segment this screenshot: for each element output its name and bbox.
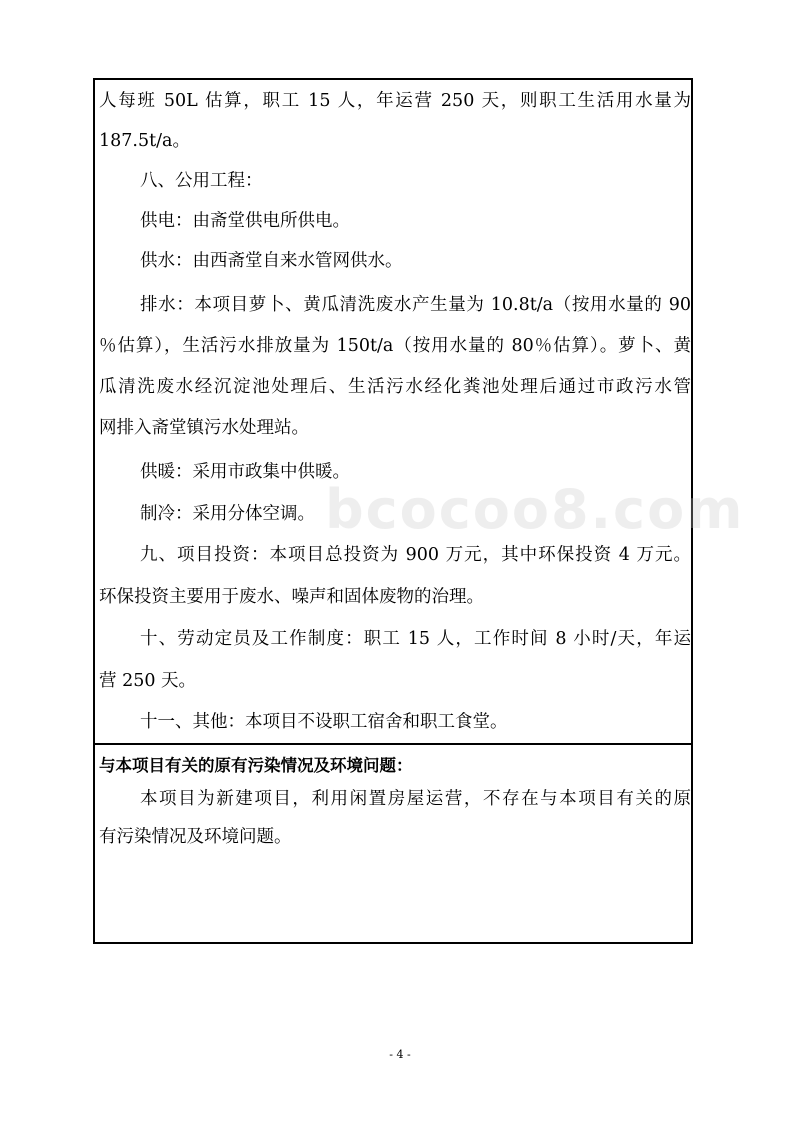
text-line: 供电：由斋堂供电所供电。	[140, 211, 350, 231]
page-number: - 4 -	[389, 1048, 411, 1061]
text-line: 供水：由西斋堂自来水管网供水。	[140, 251, 403, 271]
text-line: 制冷：采用分体空调。	[140, 504, 315, 524]
project-description-section	[95, 80, 691, 745]
text-line: 187.5t/a。	[99, 131, 190, 151]
text-line: 本项目为新建项目，利用闲置房屋运营，不存在与本项目有关的原	[140, 789, 691, 809]
section-title-other: 十一、其他：本项目不设职工宿舍和职工食堂。	[140, 712, 508, 732]
text-line: ％估算），生活污水排放量为 150t/a（按用水量的 80％估算）。萝卜、黄	[99, 336, 691, 356]
watermark: bcocoo8.com	[325, 478, 745, 541]
section-heading: 与本项目有关的原有污染情况及环境问题：	[99, 756, 413, 775]
section-title-investment: 九、项目投资：本项目总投资为 900 万元，其中环保投资 4 万元。	[140, 545, 691, 565]
text-line: 人每班 50L 估算，职工 15 人，年运营 250 天，则职工生活用水量为	[99, 91, 691, 111]
text-line: 供暖：采用市政集中供暖。	[140, 462, 350, 482]
text-line: 排水：本项目萝卜、黄瓜清洗废水产生量为 10.8t/a（按用水量的 90	[140, 295, 691, 315]
text-line: 营 250 天。	[99, 671, 197, 691]
section-title-staffing: 十、劳动定员及工作制度：职工 15 人，工作时间 8 小时/天，年运	[140, 629, 691, 649]
text-line: 环保投资主要用于废水、噪声和固体废物的治理。	[99, 587, 484, 607]
text-line: 有污染情况及环境问题。	[99, 827, 292, 847]
existing-pollution-section	[95, 745, 691, 942]
section-title-public-works: 八、公用工程：	[140, 171, 263, 191]
text-line: 网排入斋堂镇污水处理站。	[99, 418, 309, 438]
text-line: 瓜清洗废水经沉淀池处理后、生活污水经化粪池处理后通过市政污水管	[99, 377, 691, 397]
